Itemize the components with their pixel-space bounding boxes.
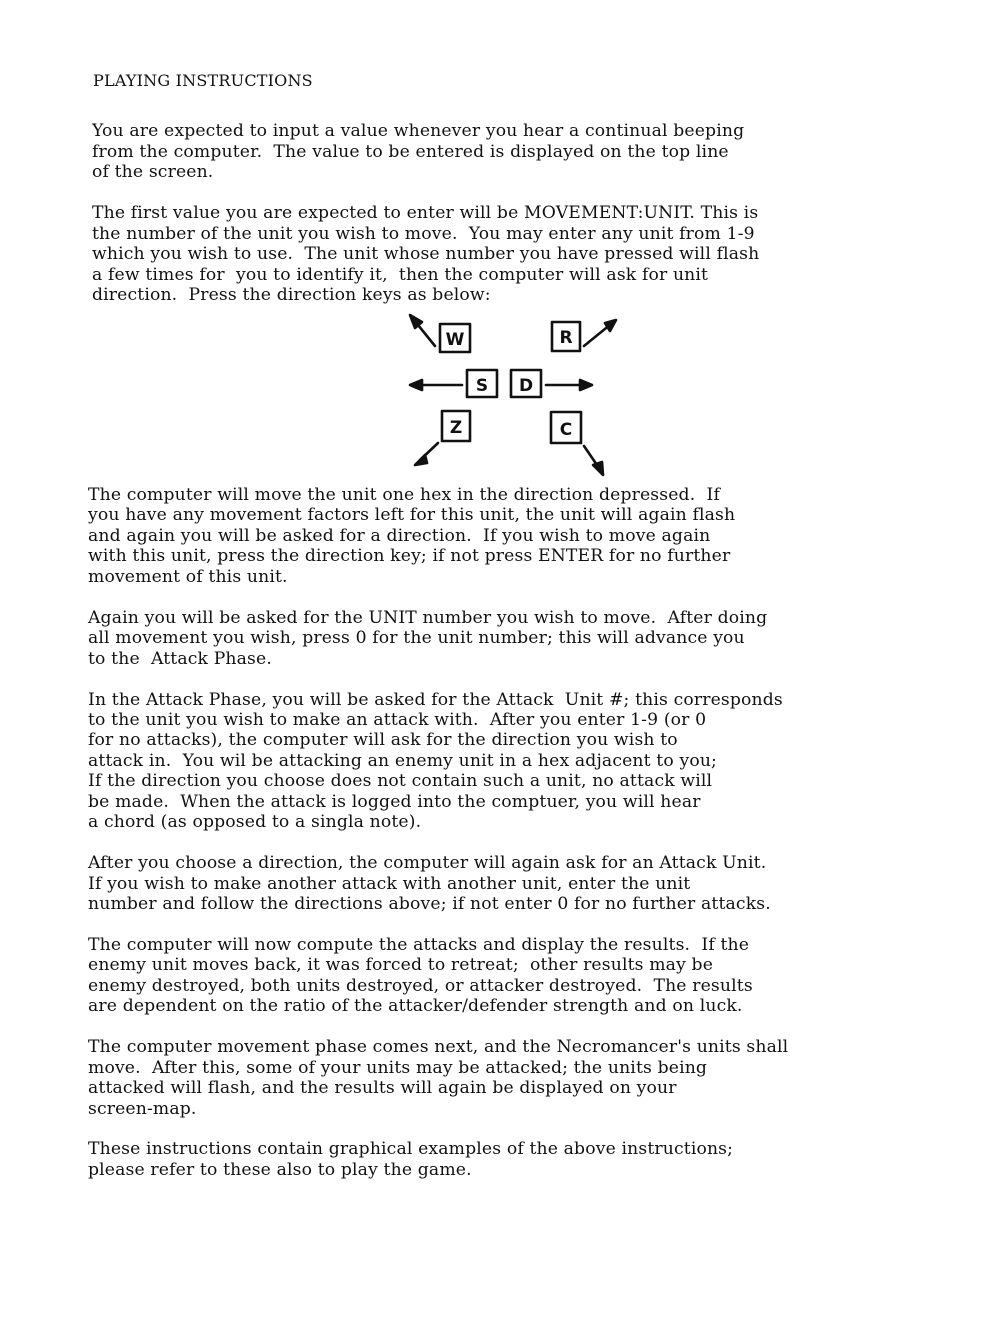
text-line: please refer to these also to play the game. bbox=[88, 1159, 472, 1180]
text-line: direction. Press the direction keys as below: bbox=[92, 285, 491, 305]
text-line: to the Attack Phase. bbox=[88, 648, 272, 669]
text-line: for no attacks), the computer will ask for the direction you wish to bbox=[88, 730, 678, 751]
text-line: with this unit, press the direction key; if not press ENTER for no further bbox=[88, 546, 731, 567]
text-line: The computer will now compute the attacks and display the results. If the bbox=[88, 934, 750, 955]
text-line: Again you will be asked for the UNIT number you wish to move. After doing bbox=[88, 607, 768, 628]
arrow-up-right-icon bbox=[584, 320, 616, 346]
text-line: a chord (as opposed to a singla note). bbox=[88, 812, 422, 833]
arrow-down-right-icon bbox=[584, 446, 603, 475]
text-line: from the computer. The value to be entered is displayed on the top line bbox=[92, 141, 729, 162]
text-line: attack in. You wil be attacking an enemy unit in a hex adjacent to you; bbox=[88, 750, 717, 771]
text-line: If the direction you choose does not contain such a unit, no attack will bbox=[88, 771, 713, 792]
arrow-down-left-icon bbox=[415, 443, 438, 465]
key-w-label: W bbox=[445, 330, 465, 350]
key-z bbox=[442, 411, 470, 441]
text-line: The computer will move the unit one hex in the direction depressed. If bbox=[88, 485, 721, 505]
text-line: The computer movement phase comes next, and the Necromancer's units shall bbox=[88, 1037, 789, 1058]
key-r bbox=[552, 322, 580, 351]
key-c-label: C bbox=[559, 420, 573, 440]
text-line: all movement you wish, press 0 for the unit number; this will advance you bbox=[88, 628, 745, 649]
key-d bbox=[511, 370, 541, 397]
text-line: If you wish to make another attack with another unit, enter the unit bbox=[88, 873, 691, 894]
key-z-label: Z bbox=[449, 418, 463, 438]
key-s-label: S bbox=[475, 376, 489, 396]
text-line: After you choose a direction, the computer will again ask for an Attack Unit. bbox=[88, 853, 767, 874]
text-line: and again you will be asked for a direction. If you wish to move again bbox=[88, 525, 711, 546]
key-r-label: R bbox=[559, 328, 573, 348]
text-line: movement of this unit. bbox=[88, 566, 288, 587]
text-line: you have any movement factors left for this unit, the unit will again flash bbox=[88, 505, 736, 526]
text-line: screen-map. bbox=[88, 1098, 197, 1119]
text-line: enemy unit moves back, it was forced to retreat; other results may be bbox=[88, 955, 714, 976]
text-line: move. After this, some of your units may be attacked; the units being bbox=[88, 1057, 708, 1078]
text-line: attacked will flash, and the results will again be displayed on your bbox=[88, 1078, 677, 1099]
text-line: the number of the unit you wish to move. You may enter any unit from 1-9 bbox=[92, 223, 755, 244]
text-line: In the Attack Phase, you will be asked for the Attack Unit #; this corresponds bbox=[88, 689, 783, 710]
text-line: enemy destroyed, both units destroyed, or attacker destroyed. The results bbox=[88, 975, 753, 996]
key-c bbox=[551, 412, 581, 443]
arrow-right-icon bbox=[546, 380, 592, 390]
text-line: You are expected to input a value whenever you hear a continual beeping bbox=[92, 121, 745, 141]
text-line: number and follow the directions above; if not enter 0 for no further attacks. bbox=[88, 894, 771, 914]
text-line: a few times for you to identify it, then the computer will ask for unit bbox=[92, 264, 709, 285]
arrow-up-left-icon bbox=[410, 315, 435, 346]
arrow-left-icon bbox=[410, 380, 462, 390]
text-line: of the screen. bbox=[92, 162, 214, 182]
page-title: PLAYING INSTRUCTIONS bbox=[93, 71, 313, 90]
text-line: to the unit you wish to make an attack with. After you enter 1-9 (or 0 bbox=[88, 709, 707, 730]
text-line: are dependent on the ratio of the attacker/defender strength and on luck. bbox=[88, 996, 743, 1017]
text-line: which you wish to use. The unit whose number you have pressed will flash bbox=[92, 244, 760, 264]
key-s bbox=[467, 370, 497, 397]
key-w bbox=[440, 324, 470, 352]
direction-keys-diagram bbox=[400, 308, 620, 483]
key-d-label: D bbox=[518, 376, 534, 396]
text-line: These instructions contain graphical examples of the above instructions; bbox=[88, 1139, 734, 1160]
text-line: The first value you are expected to enter will be MOVEMENT:UNIT. This is bbox=[92, 203, 759, 223]
text-line: be made. When the attack is logged into the comptuer, you will hear bbox=[88, 791, 701, 812]
